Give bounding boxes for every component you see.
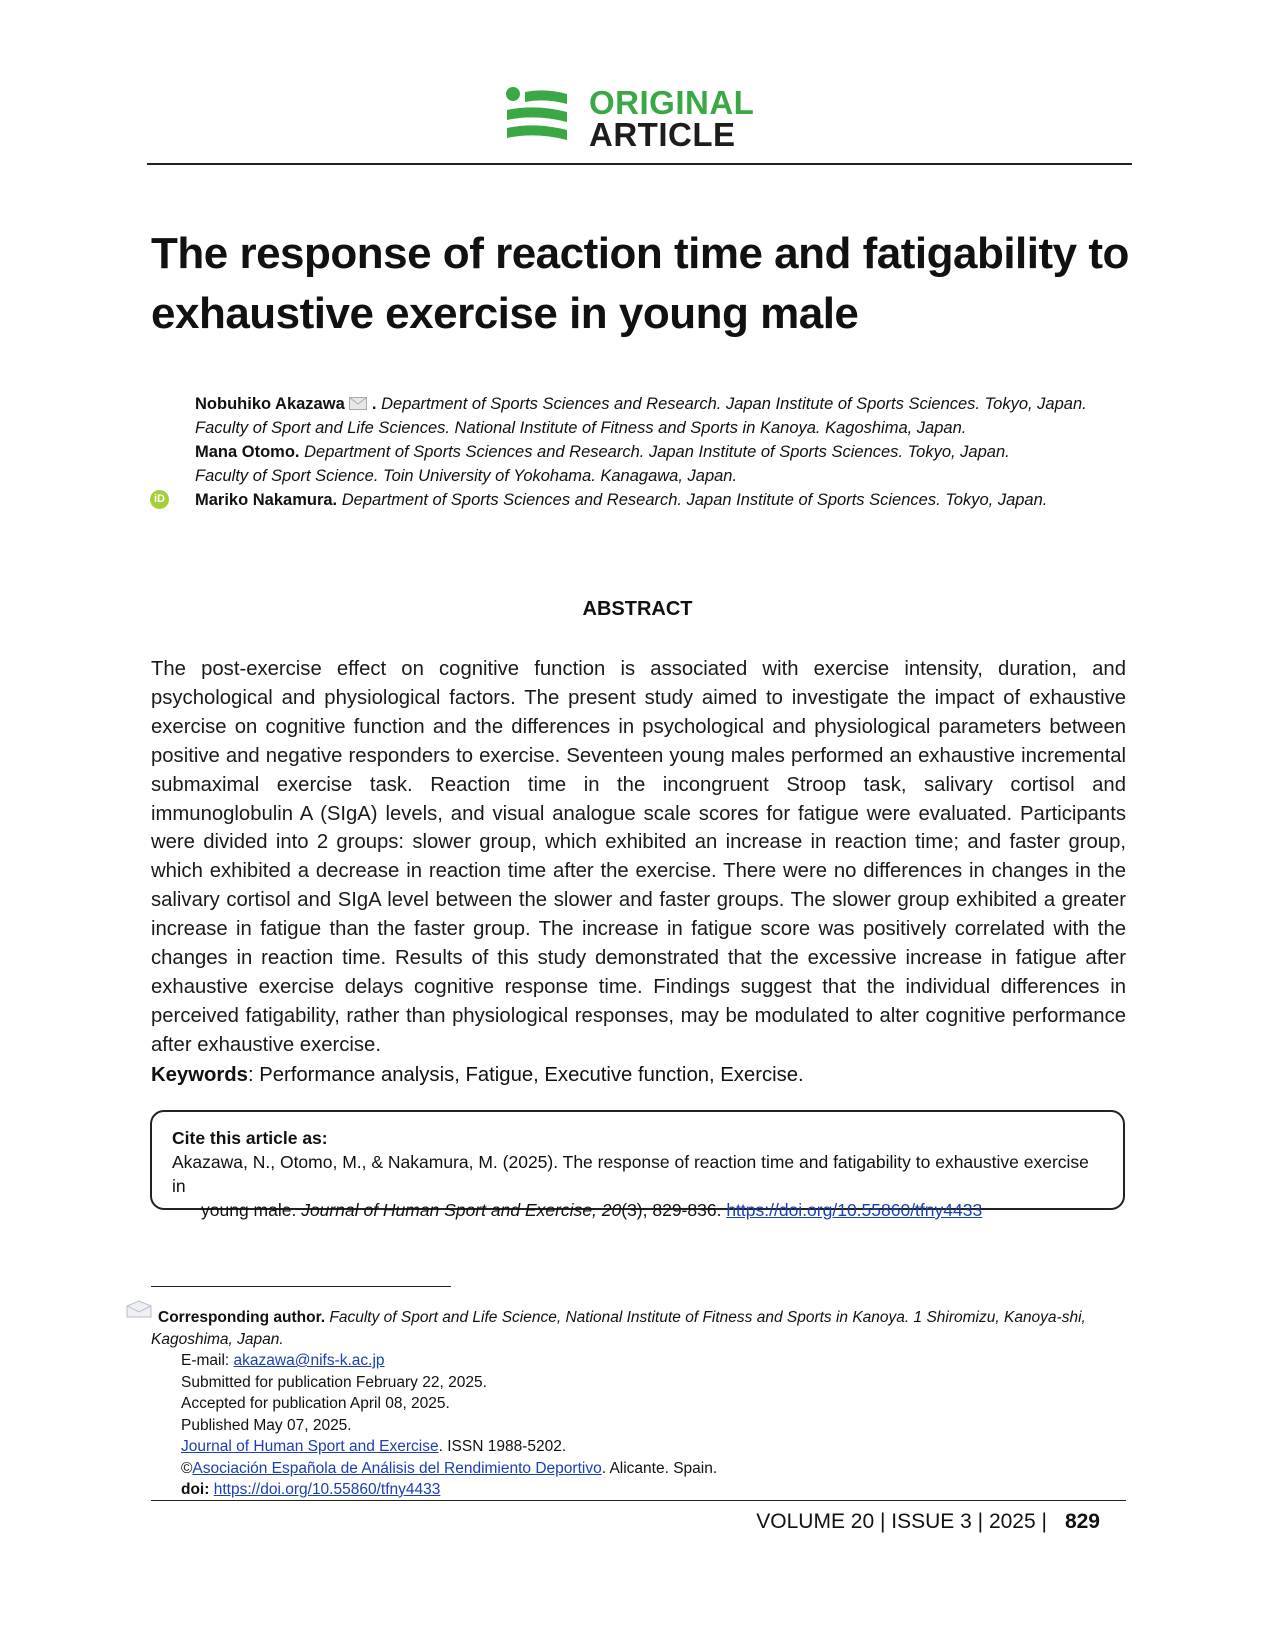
author-name: Nobuhiko Akazawa bbox=[195, 395, 345, 413]
keywords bbox=[151, 1061, 1126, 1089]
footer-rule bbox=[151, 1500, 1126, 1501]
article-title: The response of reaction time and fatigability to exhaustive exercise in young male bbox=[151, 229, 1129, 338]
corresponding-address-1: Faculty of Sport and Life Science, National Institute of Fitness and Sports in Kanoya. 1 Shiromizu, Kanoya-shi, bbox=[329, 1309, 1086, 1326]
footnote-email: E-mail: akazawa@nifs-k.ac.jp bbox=[181, 1352, 385, 1369]
footnote-publisher: ©Asociación Española de Análisis del Rendimiento Deportivo. Alicante. Spain. bbox=[181, 1460, 718, 1477]
author-name: Mariko Nakamura. bbox=[195, 491, 338, 509]
footnote-rule bbox=[151, 1286, 451, 1287]
footnote-submitted: Submitted for publication February 22, 2025. bbox=[181, 1374, 487, 1391]
author-affiliation: Department of Sports Sciences and Research. Japan Institute of Sports Sciences. Tokyo, Japan. bbox=[381, 395, 1087, 413]
page-number: 829 bbox=[1064, 1510, 1100, 1533]
citation-box bbox=[150, 1110, 1125, 1220]
author-line-5 bbox=[195, 488, 1155, 512]
original-article-logo bbox=[505, 86, 775, 152]
footnote-doi-link[interactable]: https://doi.org/10.55860/tfny4433 bbox=[213, 1481, 441, 1498]
footnote-corresponding bbox=[158, 1307, 1128, 1329]
logo-word-original: ORIGINAL bbox=[589, 84, 755, 121]
author-affiliation: Faculty of Sport Science. Toin University of Yokohama. Kanagawa, Japan. bbox=[195, 467, 738, 485]
citation-heading: Cite this article as: bbox=[172, 1128, 328, 1148]
author-affiliation: Department of Sports Sciences and Research. Japan Institute of Sports Sciences. Tokyo, Japan. bbox=[304, 443, 1010, 461]
publisher-link[interactable]: Asociación Española de Análisis del Rendimiento Deportivo bbox=[192, 1460, 602, 1477]
mail-icon bbox=[126, 1300, 152, 1318]
logo-word-article: ARTICLE bbox=[589, 116, 736, 153]
volume-issue: VOLUME 20 | ISSUE 3 | 2025 | bbox=[756, 1510, 1047, 1533]
citation-doi-link[interactable]: https://doi.org/10.55860/tfny4433 bbox=[726, 1200, 983, 1220]
citation-line-1: Akazawa, N., Otomo, M., & Nakamura, M. (2025). The response of reaction time and fatigability to exhaustive exercise in bbox=[172, 1152, 1089, 1196]
author-line-4 bbox=[195, 464, 1155, 488]
footnote-published: Published May 07, 2025. bbox=[181, 1417, 352, 1434]
author-line-3 bbox=[195, 440, 1155, 464]
header-rule bbox=[147, 163, 1132, 165]
citation-line-2: young male. Journal of Human Sport and Exercise, 20(3), 829-836. https://doi.org/10.55860/tfny4433 bbox=[201, 1200, 983, 1220]
page-footer bbox=[700, 1510, 1100, 1534]
abstract-body: The post-exercise effect on cognitive function is associated with exercise intensity, duration, and psychological and physiological factors. The present study aimed to investigate the impact of exhaustive exercise on cognitive function and the differences in psychological and physiological parameters between positive and negative responders to exercise. Seventeen young males performed an exhaustive incremental submaximal exercise task. Reaction time in the incongruent Stroop task, salivary cortisol and immunoglobulin A (SIgA) levels, and visual analogue scale scores for fatigue were evaluated. Participants were divided into 2 groups: slower group, which exhibited an increase in reaction time; and faster group, which exhibited a decrease in reaction time after the exercise. There were no differences in changes in the salivary cortisol and SIgA level between the slower and faster groups. The slower group exhibited a greater increase in fatigue than the faster group. The increase in fatigue score was positively correlated with the changes in reaction time. Results of this study demonstrated that the excessive increase in fatigue after exhaustive exercise delays cognitive response time. Findings suggest that the individual differences in perceived fatigability, rather than physiological responses, may be modulated to alter cognitive performance after exhaustive exercise. bbox=[151, 658, 1126, 1056]
citation-journal: Journal of Human Sport and Exercise, 20 bbox=[301, 1200, 622, 1220]
footnote-accepted: Accepted for publication April 08, 2025. bbox=[181, 1395, 450, 1412]
author-affiliation: Faculty of Sport and Life Sciences. National Institute of Fitness and Sports in Kanoya. Kagoshima, Japan. bbox=[195, 419, 967, 437]
logo-stripes-icon bbox=[505, 86, 569, 152]
envelope-icon bbox=[349, 397, 367, 410]
abstract-heading: ABSTRACT bbox=[582, 598, 693, 620]
keywords-label: Keywords bbox=[151, 1064, 248, 1086]
keywords-list: : Performance analysis, Fatigue, Executive function, Exercise. bbox=[247, 1064, 804, 1086]
email-link[interactable]: akazawa@nifs-k.ac.jp bbox=[233, 1352, 385, 1369]
corresponding-author-label: Corresponding author. bbox=[158, 1309, 326, 1326]
footnote-address-2: Kagoshima, Japan. bbox=[151, 1331, 284, 1348]
author-line-2 bbox=[195, 416, 1155, 440]
author-affiliation: Department of Sports Sciences and Research. Japan Institute of Sports Sciences. Tokyo, Japan. bbox=[341, 491, 1048, 509]
footnote-doi: doi: https://doi.org/10.55860/tfny4433 bbox=[181, 1481, 441, 1498]
author-line-1: Nobuhiko Akazawa . Department of Sports Sciences and Research. Japan Institute of Sports Sciences. Tokyo, Japan. bbox=[195, 395, 1087, 413]
footnote-journal: Journal of Human Sport and Exercise. ISSN 1988-5202. bbox=[181, 1438, 567, 1455]
orcid-icon[interactable]: iD bbox=[150, 490, 169, 509]
author-name: Mana Otomo. bbox=[195, 443, 300, 461]
journal-link[interactable]: Journal of Human Sport and Exercise bbox=[181, 1438, 439, 1455]
